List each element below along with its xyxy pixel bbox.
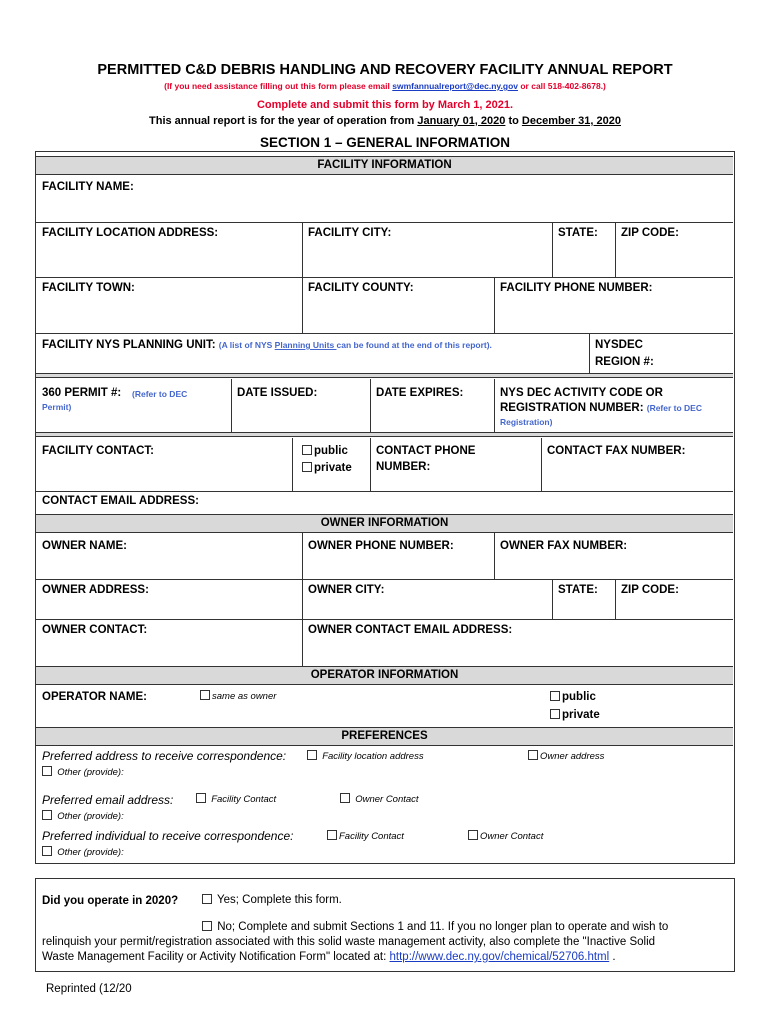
checkbox-icon [307, 750, 317, 760]
contact-public-checkbox[interactable] [302, 444, 348, 459]
facility-address-checkbox[interactable] [307, 749, 424, 764]
planning-unit-note [219, 340, 492, 350]
checkbox-icon [42, 846, 52, 856]
contact-email-field[interactable]: CONTACT EMAIL ADDRESS: [42, 495, 199, 507]
operator-public-checkbox[interactable] [550, 690, 596, 705]
owner-info-bar: OWNER INFORMATION [36, 514, 733, 533]
facility-address-label: Facility location address [322, 751, 424, 762]
operation-question-box [35, 878, 735, 972]
owner-fax-field[interactable]: OWNER FAX NUMBER: [500, 540, 628, 552]
operator-info-bar: OPERATOR INFORMATION [36, 666, 733, 685]
contact-fax-field[interactable]: CONTACT FAX NUMBER: [547, 445, 686, 457]
private-label: private [562, 709, 600, 721]
assist-email-link[interactable]: swmfannualreport@dec.ny.gov [392, 81, 518, 91]
checkbox-icon [550, 709, 560, 719]
facility-town-field[interactable]: FACILITY TOWN: [42, 282, 135, 294]
same-as-owner-checkbox[interactable] [200, 689, 276, 704]
checkbox-icon [196, 793, 206, 803]
owner-state-field[interactable]: STATE: [558, 584, 598, 596]
facility-city-field[interactable]: FACILITY CITY: [308, 227, 392, 239]
assistance-note [0, 81, 770, 91]
assist-text: (If you need assistance filling out this form please email [164, 81, 393, 91]
activity-code-label-2: REGISTRATION NUMBER: [500, 402, 644, 414]
facility-county-field[interactable]: FACILITY COUNTY: [308, 282, 414, 294]
individual-facility-contact-checkbox[interactable] [327, 829, 404, 844]
owner-city-field[interactable]: OWNER CITY: [308, 584, 385, 596]
email-pref-question: Preferred email address: [42, 793, 174, 807]
owner-zip-field[interactable]: ZIP CODE: [621, 584, 679, 596]
operate-yes-checkbox[interactable] [202, 894, 342, 906]
contact-phone-label-1: CONTACT PHONE [376, 445, 476, 457]
owner-address-checkbox[interactable] [528, 749, 604, 764]
operate-question: Did you operate in 2020? [42, 895, 179, 907]
owner-name-field[interactable]: OWNER NAME: [42, 540, 127, 552]
public-label: public [562, 691, 596, 703]
checkbox-icon [302, 462, 312, 472]
same-as-owner-label: same as owner [212, 691, 277, 702]
checkbox-icon [202, 894, 212, 904]
deadline: Complete and submit this form by March 1, 2021. [256, 99, 514, 111]
owner-contact-label: Owner Contact [480, 831, 544, 842]
notification-form-link[interactable]: http://www.dec.ny.gov/chemical/52706.html [389, 951, 610, 963]
nysdec-label: NYSDEC [595, 339, 643, 351]
operator-private-checkbox[interactable] [550, 708, 600, 723]
other-label: Other (provide): [57, 847, 124, 858]
checkbox-icon [302, 445, 312, 455]
public-label: public [314, 445, 348, 457]
activity-note-2: Registration) [500, 417, 553, 427]
individual-pref-question: Preferred individual to receive correspondence: [42, 829, 294, 843]
planning-note-pre: (A list of NYS [218, 340, 275, 350]
owner-email-field[interactable]: OWNER CONTACT EMAIL ADDRESS: [308, 624, 513, 636]
facility-zip-field[interactable]: ZIP CODE: [621, 227, 679, 239]
contact-phone-field[interactable]: NUMBER: [376, 461, 431, 473]
region-field[interactable]: REGION #: [595, 356, 654, 368]
private-label: private [314, 462, 352, 474]
preferences-bar: PREFERENCES [36, 727, 733, 746]
general-information-form [35, 151, 735, 864]
operate-no-end: . [609, 951, 616, 963]
checkbox-icon [468, 830, 478, 840]
operate-no-line1: No; Complete and submit Sections 1 and 11. If you no longer plan to operate and wish to [217, 921, 669, 933]
planning-units-link[interactable]: Planning Units [274, 340, 337, 350]
owner-contact-label: Owner Contact [355, 794, 419, 805]
checkbox-icon [42, 766, 52, 776]
operate-no-line3-text: Waste Management Facility or Activity Notification Form" located at: [42, 951, 390, 963]
permit-field[interactable]: 360 PERMIT #: [42, 387, 122, 399]
planning-unit-field[interactable] [42, 338, 492, 353]
owner-address-field[interactable]: OWNER ADDRESS: [42, 584, 149, 596]
operate-yes-label: Yes; Complete this form. [217, 894, 342, 906]
owner-contact-field[interactable]: OWNER CONTACT: [42, 624, 148, 636]
checkbox-icon [528, 750, 538, 760]
checkbox-icon [200, 690, 210, 700]
activity-code-label-1: NYS DEC ACTIVITY CODE OR [500, 387, 663, 399]
individual-other-checkbox[interactable] [42, 845, 124, 860]
operate-no-checkbox[interactable] [202, 921, 668, 933]
individual-owner-contact-checkbox[interactable] [468, 829, 543, 844]
planning-note-post: can be found at the end of this report). [336, 340, 492, 350]
facility-phone-field[interactable]: FACILITY PHONE NUMBER: [500, 282, 653, 294]
email-facility-contact-checkbox[interactable] [196, 792, 276, 807]
permit-note [132, 388, 187, 400]
facility-contact-field[interactable]: FACILITY CONTACT: [42, 445, 155, 457]
facility-info-bar: FACILITY INFORMATION [36, 156, 733, 175]
activity-code-field[interactable] [500, 401, 702, 416]
date-expires-field[interactable]: DATE EXPIRES: [376, 387, 464, 399]
checkbox-icon [550, 691, 560, 701]
date-issued-field[interactable]: DATE ISSUED: [237, 387, 318, 399]
facility-state-field[interactable]: STATE: [558, 227, 598, 239]
period-mid: to [505, 115, 522, 127]
email-owner-contact-checkbox[interactable] [340, 792, 419, 807]
other-label: Other (provide): [57, 811, 124, 822]
period-from: January 01, 2020 [417, 115, 506, 127]
checkbox-icon [327, 830, 337, 840]
owner-address-label: Owner address [540, 751, 605, 762]
address-pref-question: Preferred address to receive correspondence: [42, 749, 287, 763]
operate-no-line2: relinquish your permit/registration associated with this solid waste management activity, also complete the "Inactive Solid [42, 936, 656, 948]
activity-note-1: (Refer to DEC [646, 403, 702, 413]
other-label: Other (provide): [57, 767, 124, 778]
contact-private-checkbox[interactable] [302, 461, 352, 476]
facility-location-field[interactable]: FACILITY LOCATION ADDRESS: [42, 227, 219, 239]
permit-note-1: (Refer to DEC [132, 389, 188, 399]
operate-no-line3 [42, 951, 616, 963]
permit-note-line2: Permit) [42, 402, 72, 412]
section-title: SECTION 1 – GENERAL INFORMATION [259, 135, 511, 150]
footer-reprinted: Reprinted (12/20 [46, 983, 132, 995]
checkbox-icon [202, 921, 212, 931]
separator [36, 432, 733, 437]
period-to: December 31, 2020 [521, 115, 621, 127]
owner-phone-field[interactable]: OWNER PHONE NUMBER: [308, 540, 454, 552]
planning-unit-label: FACILITY NYS PLANNING UNIT: [42, 339, 216, 351]
checkbox-icon [42, 810, 52, 820]
email-other-checkbox[interactable] [42, 809, 124, 824]
facility-contact-label: Facility Contact [339, 831, 404, 842]
period-text: This annual report is for the year of operation from [149, 115, 418, 127]
checkbox-icon [340, 793, 350, 803]
facility-name-field[interactable]: FACILITY NAME: [42, 181, 134, 193]
report-period [0, 115, 770, 127]
form-title: PERMITTED C&D DEBRIS HANDLING AND RECOVERY FACILITY ANNUAL REPORT [97, 62, 673, 78]
operator-name-field[interactable]: OPERATOR NAME: [42, 691, 147, 703]
facility-contact-label: Facility Contact [211, 794, 277, 805]
separator [36, 373, 733, 378]
address-other-checkbox[interactable] [42, 765, 124, 780]
assist-phone: or call 518-402-8678.) [518, 81, 606, 91]
